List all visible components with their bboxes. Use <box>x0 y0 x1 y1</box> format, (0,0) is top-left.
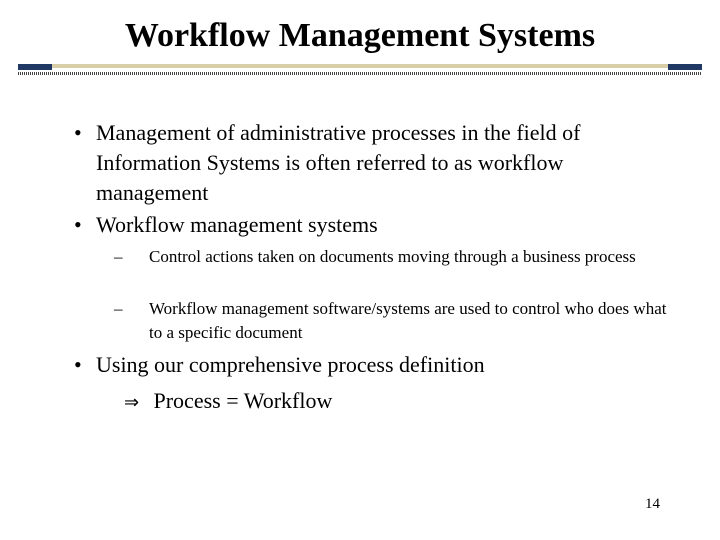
rule-accent-bar <box>52 64 668 68</box>
rule-dotted-line <box>18 72 702 75</box>
bullet-dot-icon: • <box>74 120 82 145</box>
rule-accent-right <box>668 64 702 70</box>
sub-bullet-text: Workflow management software/systems are used to control who does what to a specific document <box>149 299 667 342</box>
implication-line <box>124 386 332 418</box>
bullet-dot-icon: • <box>74 212 82 237</box>
implication-text: Process = Workflow <box>153 388 333 413</box>
rule-accent-left <box>18 64 52 70</box>
dash-icon: – <box>114 247 123 266</box>
implies-arrow-icon: ⇒ <box>124 392 140 413</box>
bullet-text: Management of administrative processes in the field of Information Systems is often referred to as workflow management <box>96 120 581 205</box>
bullet-dot-icon: • <box>74 352 82 377</box>
sub-bullet-text: Control actions taken on documents moving through a business process <box>149 247 636 266</box>
dash-icon: – <box>114 299 123 318</box>
page-number: 14 <box>645 496 660 512</box>
bullet-text: Using our comprehensive process definition <box>96 352 485 377</box>
title-underline-decoration <box>18 62 702 76</box>
bullet-text: Workflow management systems <box>96 212 378 237</box>
slide-title: Workflow Management Systems <box>124 17 596 54</box>
